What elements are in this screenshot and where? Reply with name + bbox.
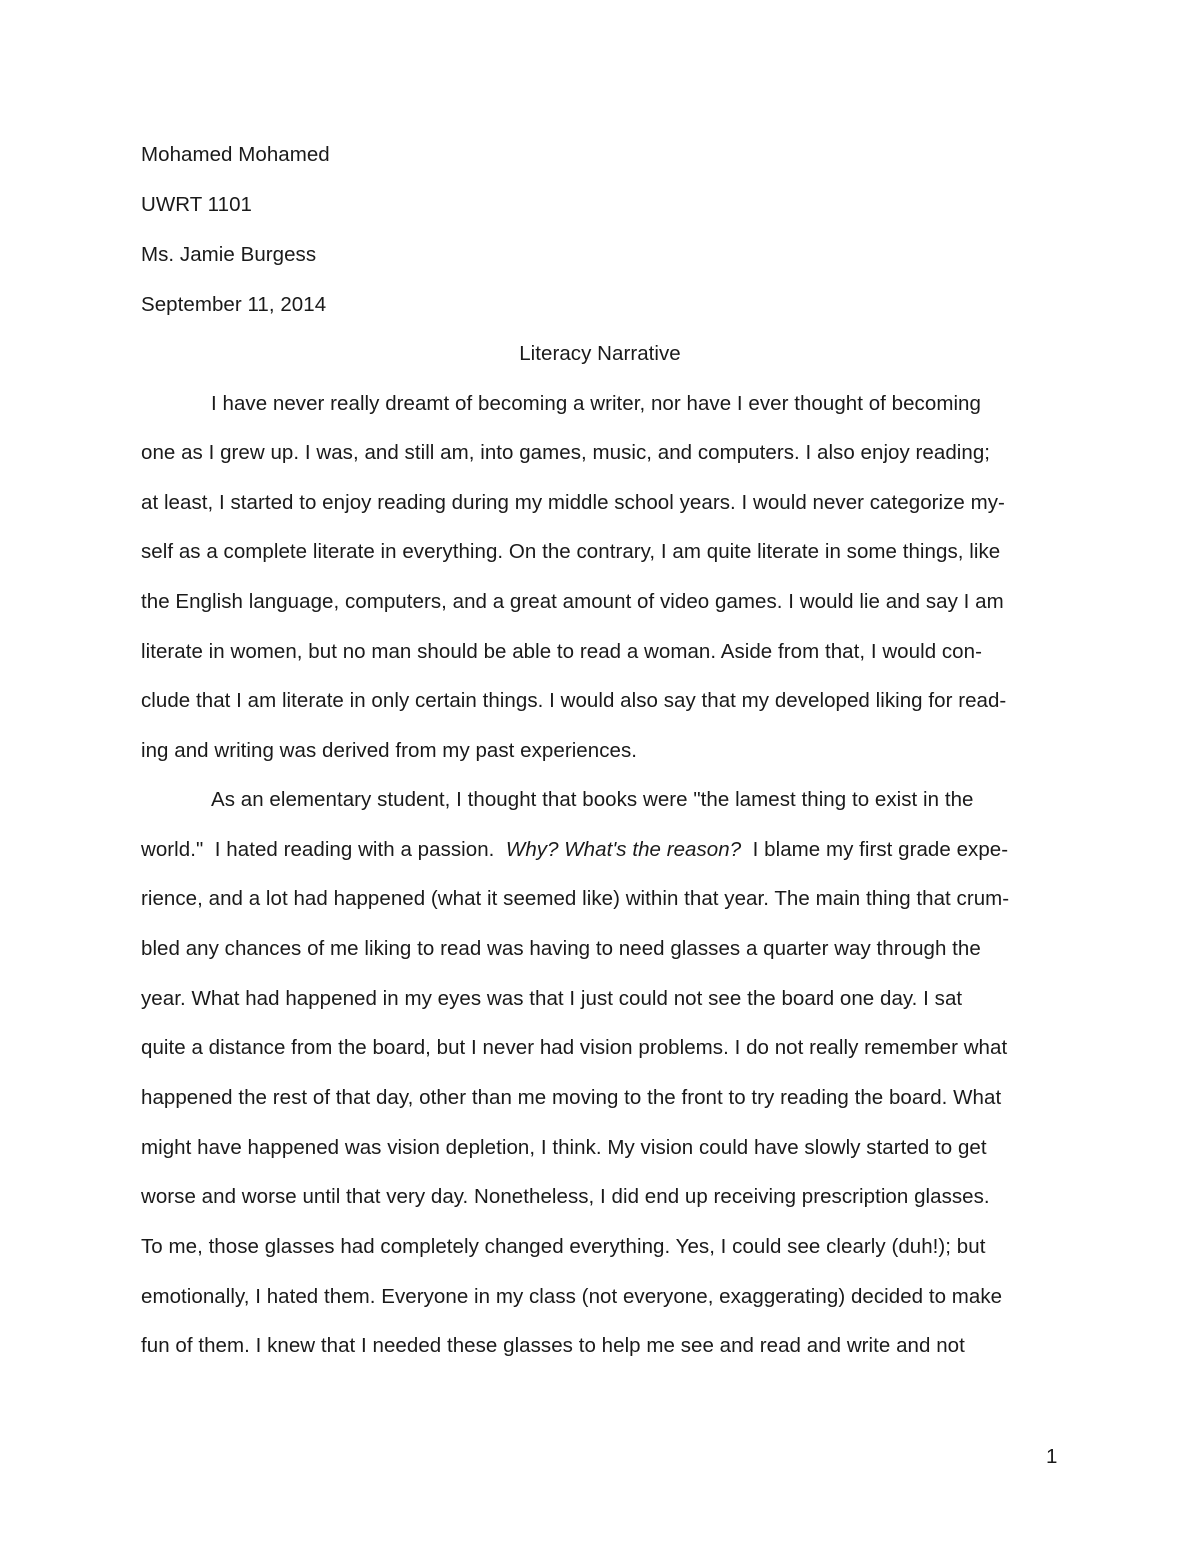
paragraph-line: literate in women, but no man should be able to read a woman. Aside from that, I would con- <box>141 640 982 663</box>
paragraph-line: bled any chances of me liking to read was having to need glasses a quarter way through the <box>141 937 981 960</box>
paragraph-line: As an elementary student, I thought that books were "the lamest thing to exist in the <box>211 788 974 811</box>
author-name: Mohamed Mohamed <box>141 143 330 166</box>
paragraph-line: happened the rest of that day, other than me moving to the front to try reading the board. What <box>141 1086 1002 1109</box>
course-name: UWRT 1101 <box>141 193 252 216</box>
instructor-name: Ms. Jamie Burgess <box>141 243 317 266</box>
paragraph-line: ing and writing was derived from my past experiences. <box>141 739 638 762</box>
paragraph-line <box>141 837 1008 863</box>
paragraph-line: worse and worse until that very day. Nonetheless, I did end up receiving prescription glasses. <box>141 1185 990 1208</box>
document-date: September 11, 2014 <box>141 293 327 316</box>
page-number: 1 <box>1046 1445 1058 1468</box>
paragraph-line: the English language, computers, and a great amount of video games. I would lie and say I am <box>141 590 1004 613</box>
text-run: world." I hated reading with a passion. <box>141 838 506 861</box>
paragraph-line: self as a complete literate in everything. On the contrary, I am quite literate in some things, like <box>141 540 1001 563</box>
paragraph-line: clude that I am literate in only certain things. I would also say that my developed liking for read- <box>141 689 1007 712</box>
paragraph-line: emotionally, I hated them. Everyone in my class (not everyone, exaggerating) decided to make <box>141 1285 1003 1308</box>
text-run: I blame my first grade expe- <box>741 838 1009 861</box>
paragraph-line: one as I grew up. I was, and still am, into games, music, and computers. I also enjoy reading; <box>141 441 991 464</box>
paragraph-line: year. What had happened in my eyes was that I just could not see the board one day. I sat <box>141 987 963 1010</box>
paragraph-line: I have never really dreamt of becoming a writer, nor have I ever thought of becoming <box>211 392 981 415</box>
document-title: Literacy Narrative <box>519 342 681 365</box>
paragraph-line: fun of them. I knew that I needed these glasses to help me see and read and write and not <box>141 1334 965 1357</box>
italic-question: Why? What's the reason? <box>505 838 742 861</box>
paragraph-line: quite a distance from the board, but I never had vision problems. I do not really remember what <box>141 1036 1008 1059</box>
paragraph-line: To me, those glasses had completely changed everything. Yes, I could see clearly (duh!); but <box>141 1235 986 1258</box>
paragraph-line: rience, and a lot had happened (what it seemed like) within that year. The main thing that crum- <box>141 887 1010 910</box>
paragraph-line: might have happened was vision depletion, I think. My vision could have slowly started to get <box>141 1136 987 1159</box>
paragraph-line: at least, I started to enjoy reading during my middle school years. I would never categorize my- <box>141 491 1005 514</box>
